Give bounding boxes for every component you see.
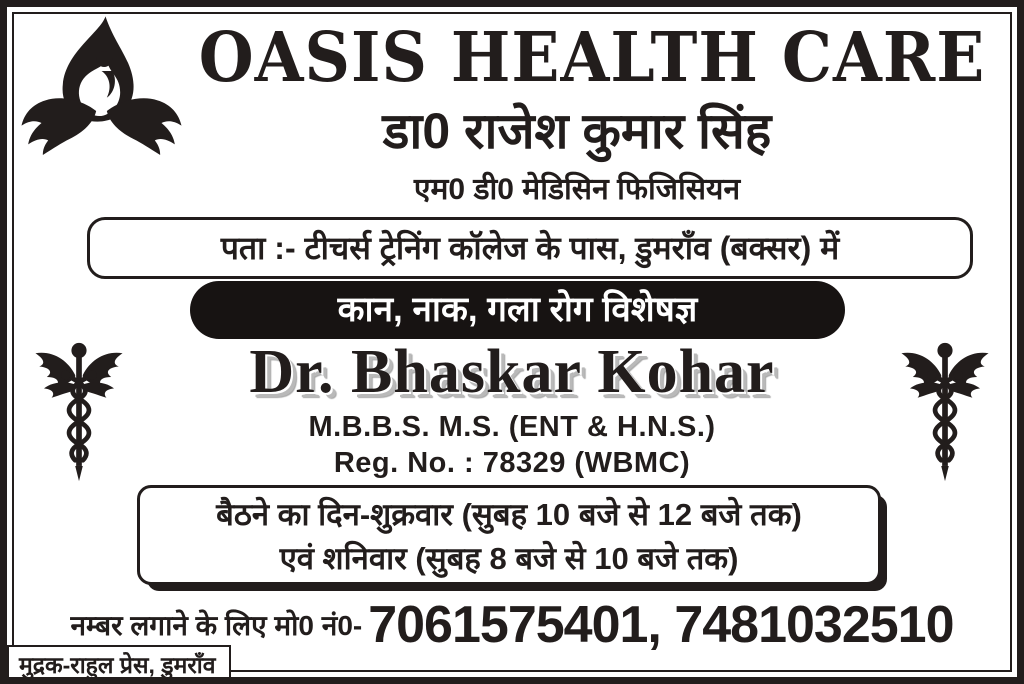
caduceus-icon	[23, 341, 135, 483]
specialty-banner: कान, नाक, गला रोग विशेषज्ञ	[190, 281, 845, 339]
address-box: पता :- टीचर्स ट्रेनिंग कॉलेज के पास, डुमराँव (बक्सर) में	[87, 217, 973, 279]
ent-doctor-name: Dr. Bhaskar Kohar	[249, 338, 775, 406]
contact-phone-numbers: 7061575401, 7481032510	[368, 596, 954, 654]
contact-label: नम्बर लगाने के लिए मो0 नं0-	[70, 610, 363, 641]
ent-doctor-degrees: M.B.B.S. M.S. (ENT & H.N.S.)	[308, 411, 716, 443]
schedule-line-saturday: एवं शनिवार (सुबह 8 बजे से 10 बजे तक)	[279, 541, 739, 576]
printer-credit: मुद्रक-राहुल प्रेस, डुमराँव	[7, 645, 231, 684]
visiting-schedule-box	[137, 485, 881, 585]
primary-doctor-name: डा0 राजेश कुमार सिंह	[382, 103, 772, 159]
caduceus-icon	[889, 341, 1001, 483]
clinic-name: OASIS HEALTH CARE	[198, 17, 986, 97]
primary-doctor-qualification: एम0 डी0 मेडिसिन फिजिसियन	[413, 173, 741, 206]
ent-doctor-registration: Reg. No. : 78329 (WBMC)	[333, 447, 691, 479]
schedule-line-friday: बैठने का दिन-शुक्रवार (सुबह 10 बजे से 12 बजे तक)	[216, 497, 802, 532]
